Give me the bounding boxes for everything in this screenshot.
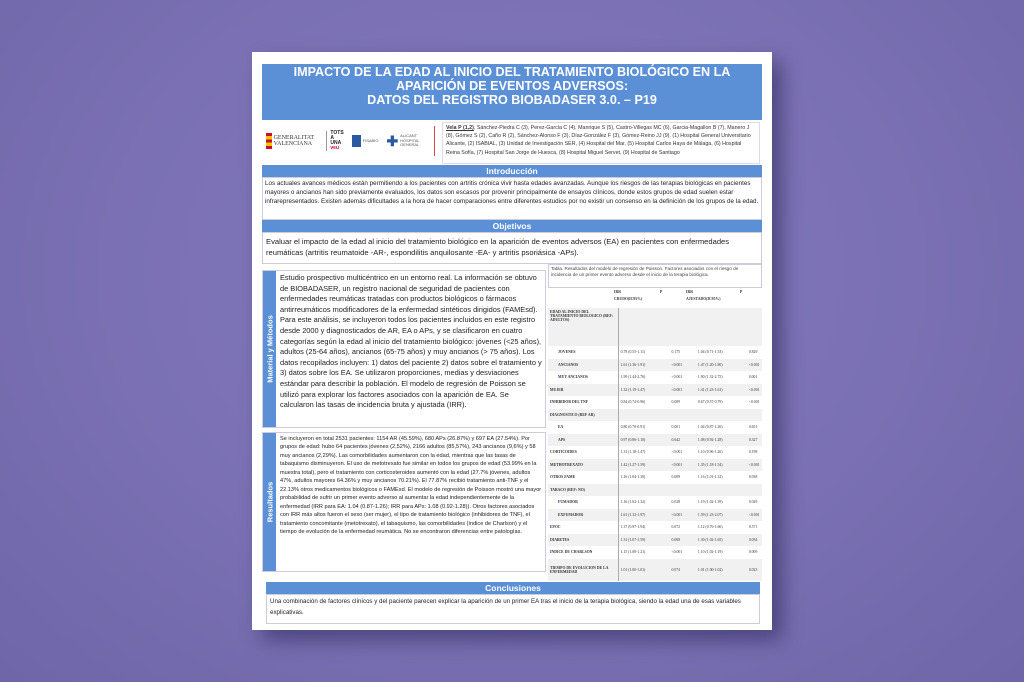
header-irr-crudo-sub: CRUDO(IC95%): [614, 297, 643, 301]
table-row: MUJER 1.32 (1.19-1.47) <0.001 1.41 (1.23-1.61) <0.001: [548, 384, 762, 397]
table-row: INDICE DE CHARLSON 1.15 (1.08-1.21) <0.001 1.10 (1.02-1.19) 0.009: [548, 546, 762, 559]
logo-separator: [434, 126, 435, 156]
cross-icon: ✚: [386, 133, 399, 149]
logos: [266, 126, 426, 156]
title-line-1: IMPACTO DE LA EDAD AL INICIO DEL TRATAMIENTO BIOLÓGICO EN LA: [293, 65, 731, 79]
header-p1: P: [660, 290, 663, 294]
authors-list: , Sánchez-Piedra C (3), Perez-Garcia C (4), Manrique S (5), Castro-Villegas MC (6), Garcia-Magallon B (7), Manero J (8), Gómez S (2), Caño R (2), Sánchez-Alonso F (3), Díaz-González F (3), Gómez-Reino JJ (9). (1) Hospital General Universitario Alicante, (2) ISABIAL, (3) Unidad de Investigación SER, (4) Hospital del Mar, (5) Hospital Carlos Haya de Málaga, (6) Hospital Reina Sofía, (7) Hospital San Jorge de Huesca, (8) Hospital Miguel Servet, (9) Hospital de Santiago: [446, 125, 751, 156]
authors-affiliations: [442, 122, 760, 164]
fisabio-mark-icon: [352, 135, 361, 147]
table-row: APS 0.97 (0.86-1.10) 0.642 1.08 (0.92-1.28) 0.327: [548, 434, 762, 447]
objetivos-text: Evaluar el impacto de la edad al inicio del tratamiento biológico en la aparición de eventos adversos (EA) en pacientes con enfermedades reumáticas (artritis reumatoide -AR-, espondilitis anquilosante -EA- y artritis psoriásica -APs).: [262, 232, 762, 264]
senyera-icon: [266, 133, 272, 149]
table-row: TIEMPO DE EVOLUCION DE LA ENFERMEDAD 1.01 (1.00-1.01) 0.074 1.01 (1.00-1.02) 0.023: [548, 559, 762, 581]
table-row: TABACO (REF: NO): [548, 484, 762, 497]
table-row: EDAD AL INICIO DEL TRATAMIENTO BIOLOGICO (REF: ADULTOS): [548, 308, 762, 346]
header-irr-ajustado-sub: AJUSTADO(IC95%): [686, 297, 721, 301]
tots-a-una-logo: TOTS A UNA veu: [326, 131, 343, 151]
material-metodos-text: Estudio prospectivo multicéntrico en un entorno real. La información se obtuvo de BIOBADASER, un registro nacional de seguridad de pacientes con enfermedades reumáticas tratadas con productos biológicos o fármacos antirreumáticos modificadores de la enfermedad sintéticos dirigidos (FAMEsd). Para este análisis, se incluyeron todos los pacientes incluidos en este registro desde 2000 y diagnosticados de AR, EA o APs, y se clasificaron en cuatro categorías según la edad al inicio del tratamiento biológico: jóvenes (<25 años), adultos (25-64 años), ancianos (65-75 años) y muy ancianos (> 75 años). Los datos recopilados incluyen: 1) datos del paciente 2) datos sobre el tratamiento y 3) datos sobre los EA. Se utilizaron proporciones, medias y desviaciones estándar para describir la población. El modelo de regresión de Poisson se utilizó para explorar los factores asociados con la aparición de EA. Se calcularon las tasas de incidencia bruta y ajustada (IRR).: [280, 273, 542, 410]
material-metodos-section: [262, 270, 546, 428]
table-caption: Tabla. Resultados del modelo de regresión de Poisson. Factores asociados con el riesgo de incidencia de un primer evento adverso desde el inicio de la terapia biológica.: [548, 264, 762, 288]
lead-author: Vela P (1,2): [446, 125, 474, 131]
conclusiones-heading: Conclusiones: [266, 582, 760, 594]
authors-row: [262, 122, 762, 164]
introduccion-heading: Introducción: [262, 165, 762, 177]
poster: [252, 52, 772, 630]
table-header: [548, 288, 762, 308]
table-row: METHOTREXATO 1.42 (1.27-1.59) <0.001 1.35 (1.18-1.54) <0.001: [548, 459, 762, 472]
material-metodos-label: Material y Métodos: [263, 271, 276, 427]
table-row: DIABETES 1.31 (1.07-1.59) 0.008 1.30 (1.02-1.65) 0.034: [548, 534, 762, 547]
table-row: INHIBIDOR DEL TNF 0.84 (0.74-0.96) 0.009 0.67 (0.57-0.79) <0.001: [548, 396, 762, 409]
header-irr-crudo: IRR: [614, 290, 621, 294]
introduccion-text: Los actuales avances médicos están permitiendo a los pacientes con artritis crónica vivir hasta edades avanzadas. Aunque los riesgos de las terapias biológicas en pacientes mayores o ancianos han sido previamente evaluados, los datos son escasos por provenir principalmente de ensayos clínicos, donde estos grupos de edad suelen estar infrarepresentados. Existen además dificultades a la hora de hacer comparaciones entre diferentes estudios por no existir un consenso en la definición de los grupos de la edad.: [262, 177, 762, 220]
title-line-3: DATOS DEL REGISTRO BIOBADASER 3.0. – P19: [367, 93, 657, 108]
table-row: DIAGNOSTICO (REF AR): [548, 409, 762, 422]
header-irr-ajustado: IRR: [686, 290, 693, 294]
table-row: MUY ANCIANOS 1.99 (1.44-2.76) <0.001 1.90 (1.32-2.75) 0.001: [548, 371, 762, 384]
resultados-section: [262, 432, 546, 572]
table-row: EA 0.80 (0.70-0.91) 0.001 1.04 (0.87-1.26) 0.651: [548, 421, 762, 434]
conclusiones-text: Una combinación de factores clínicos y del paciente parecen explicar la aparición de un primer EA tras el inicio de la terapia biológica, siendo la edad una de esas variables explicativas.: [266, 594, 760, 624]
generalitat-logo: GENERALITAT VALENCIANA: [266, 133, 318, 149]
header-p2: P: [740, 290, 743, 294]
results-table-block: [548, 264, 768, 586]
fisabio-logo: FISABIO: [352, 135, 379, 147]
table-row: EXFUMADOR 1.61 (1.32-1.97) <0.001 1.59 (1.23-2.07) <0.001: [548, 509, 762, 522]
table-row: OTROS FAME 1.16 (1.04-1.30) 0.009 1.16 (1.01-1.32) 0.038: [548, 471, 762, 484]
resultados-label: Resultados: [263, 433, 276, 571]
objetivos-heading: Objetivos: [262, 220, 762, 232]
title-line-2: APARICIÓN DE EVENTOS ADVERSOS:: [395, 79, 629, 94]
poster-title: [262, 64, 762, 120]
table-row: EPOC 1.37 (0.97-1.94) 0.072 1.12 (0.76-1.66) 0.571: [548, 521, 762, 534]
table-row: CORTICOIDES 1.31 (1.18-1.47) <0.001 1.10 (0.96-1.26) 0.198: [548, 446, 762, 459]
results-table: [548, 308, 762, 581]
table-row: FUMADOR 1.16 (1.02-1.32) 0.028 1.19 (1.02-1.39) 0.029: [548, 496, 762, 509]
table-row: ANCIANOS 1.61 (1.36-1.91) <0.001 1.47 (1.20-1.80) <0.001: [548, 359, 762, 372]
resultados-text: Se incluyeron en total 2531 pacientes: 1154 AR (45.59%), 680 APs (26.87%) y 697 EA (27.54%). Por grupos de edad: hubo 64 pacientes jóvenes (2,52%), 2166 adultos (85,57%), 243 ancianos (9,6%) y 58 muy ancianos (2,29%). Las comorbilidades aumentaron con la edad, mientras que las tasas de tabaquismo disminuyeron. El uso de metotrexato fue similar en todos los grupos de edad (53.99% en la muestra total), pero el tratamiento con corticosteroides aumentó con la edad (27.7% jóvenes, adultos 47%, adultos mayores 64.36% y muy ancianos 70.21%). El 77.87% recibió tratamiento anti-TNF y el 22.13% otros medicamentos biológicos o FAMEsd. El modelo de regresión de Poisson mostró una mayor probabilidad de sufrir un primer evento adverso al aumentar la edad independientemente de la enfermedad (IRR para EA: 1.04 (0.87-1.26); IRR para APs: 1.08 (0.92-1.28)). Otros factores asociados con IRR más altos fueron el sexo (ser mujer), el tipo de tratamiento biológico (inhibidores de TNF), el tratamiento concomitante (metotrexato), el tabaquismo, las comorbilidades (índice de Charlson) y el tiempo de evolución de la enfermedad reumática. No se encontraron diferencias entre patologías.: [280, 436, 542, 535]
hospital-general-alicante-logo: ✚ ALICANT HOSPITAL GENERAL: [386, 133, 420, 149]
table-row: JOVENES 0.78 (0.55-1.11) 0.175 1.04 (0.71-1.53) 0.829: [548, 346, 762, 359]
